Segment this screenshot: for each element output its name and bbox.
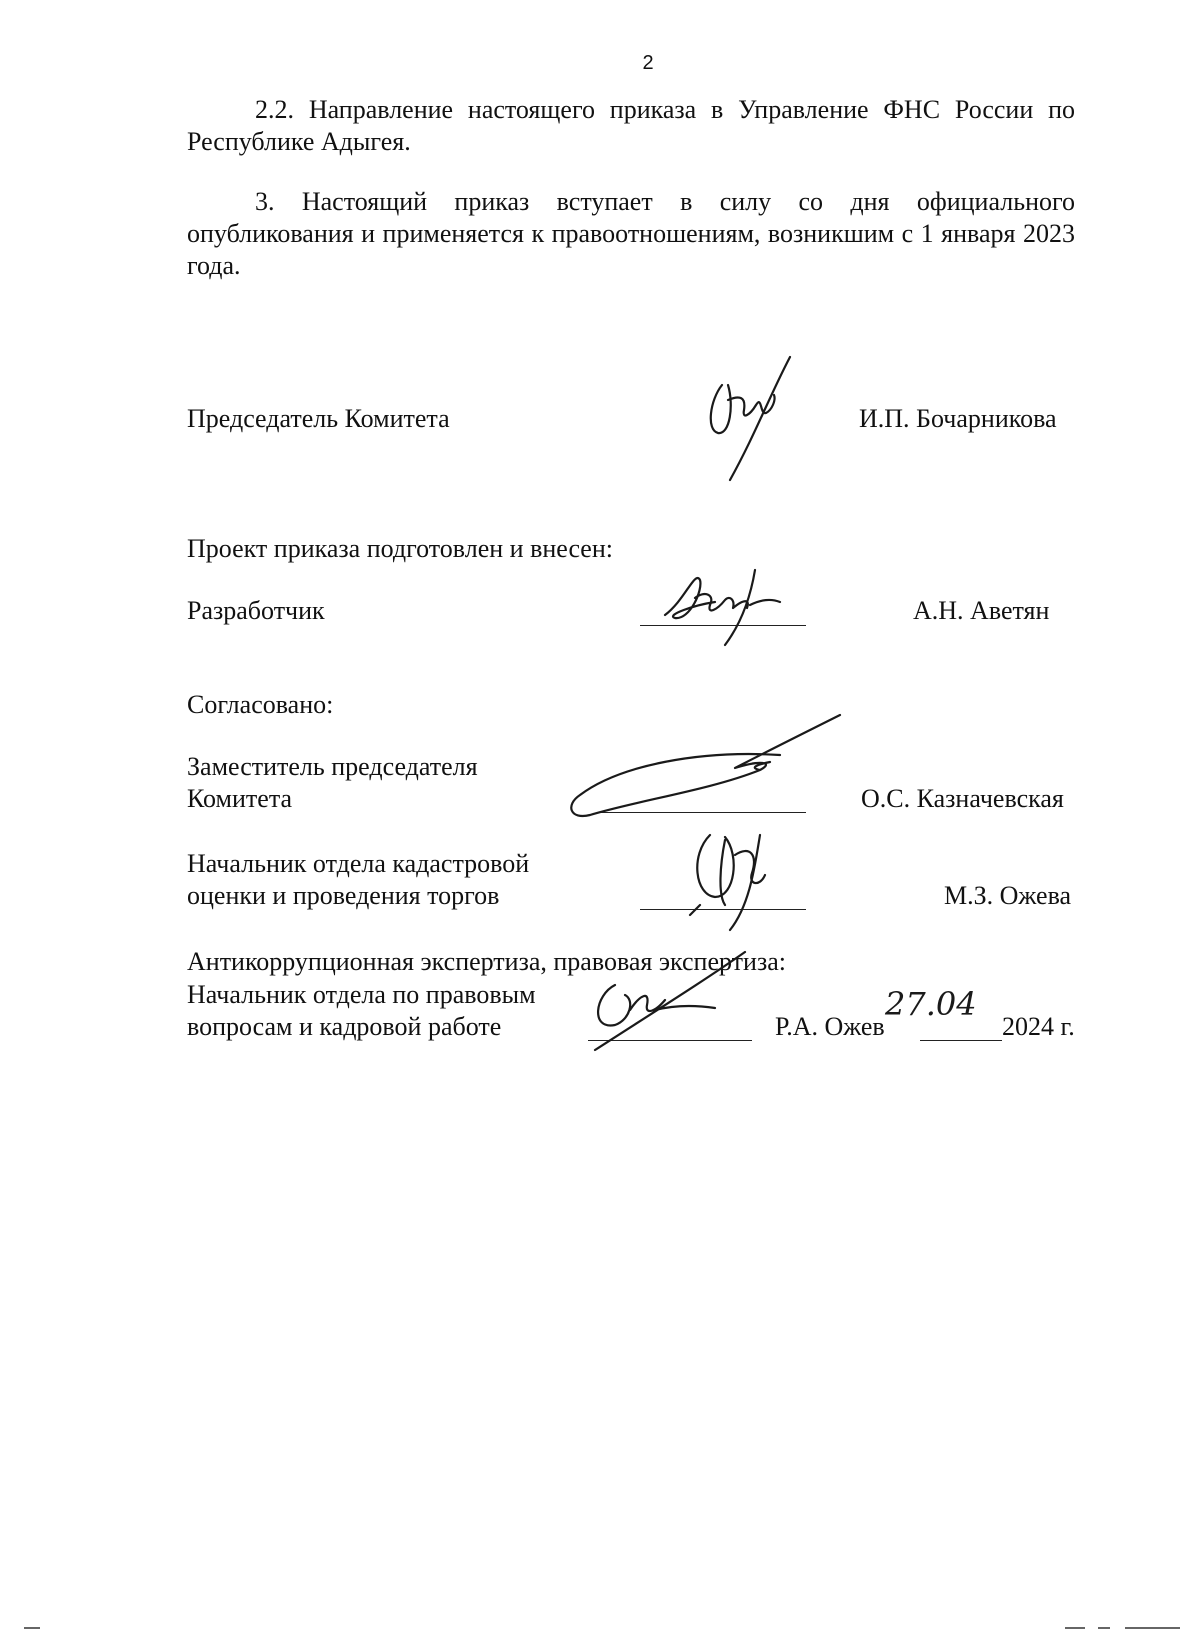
page-number: 2 (642, 52, 654, 74)
chairman-name: И.П. Бочарникова (859, 404, 1057, 433)
legal-head-name: Р.А. Ожев (775, 1012, 885, 1041)
deputy-title-line1: Заместитель председателя (187, 752, 478, 781)
deputy-title-line2: Комитета (187, 784, 293, 813)
cadastre-head-name: М.З. Ожева (944, 881, 1072, 910)
cadastre-title-line2: оценки и проведения торгов (187, 881, 500, 910)
cadastre-title-line1: Начальник отдела кадастровой (187, 849, 530, 878)
expertise-heading: Антикоррупционная экспертиза, правовая экспертиза: (187, 947, 786, 976)
paragraph-2-2: 2.2. Направление настоящего приказа в Управление ФНС России по Республике Адыгея. (187, 95, 1075, 156)
chairman-title: Председатель Комитета (187, 404, 450, 433)
deputy-signature (560, 710, 850, 830)
scan-artifacts (0, 1618, 1200, 1638)
developer-title: Разработчик (187, 596, 325, 625)
developer-name: А.Н. Аветян (913, 596, 1050, 625)
handwritten-date: 27.04 (885, 985, 977, 1023)
cadastre-head-signature (680, 825, 790, 935)
paragraph-3: 3. Настоящий приказ вступает в силу со дня официального опубликования и применяется к правоотношениям, возникшим с 1 января 2023 года. (187, 187, 1075, 280)
date-line (920, 1040, 1002, 1041)
deputy-name: О.С. Казначевская (861, 784, 1064, 813)
developer-signature (655, 560, 805, 650)
legal-head-signature (575, 950, 755, 1060)
approved-heading: Согласовано: (187, 690, 334, 719)
legal-title-line2: вопросам и кадровой работе (187, 1012, 502, 1041)
chairman-signature (700, 355, 810, 485)
date-year: 2024 г. (1002, 1012, 1075, 1041)
legal-title-line1: Начальник отдела по правовым (187, 980, 536, 1009)
project-heading: Проект приказа подготовлен и внесен: (187, 534, 613, 563)
